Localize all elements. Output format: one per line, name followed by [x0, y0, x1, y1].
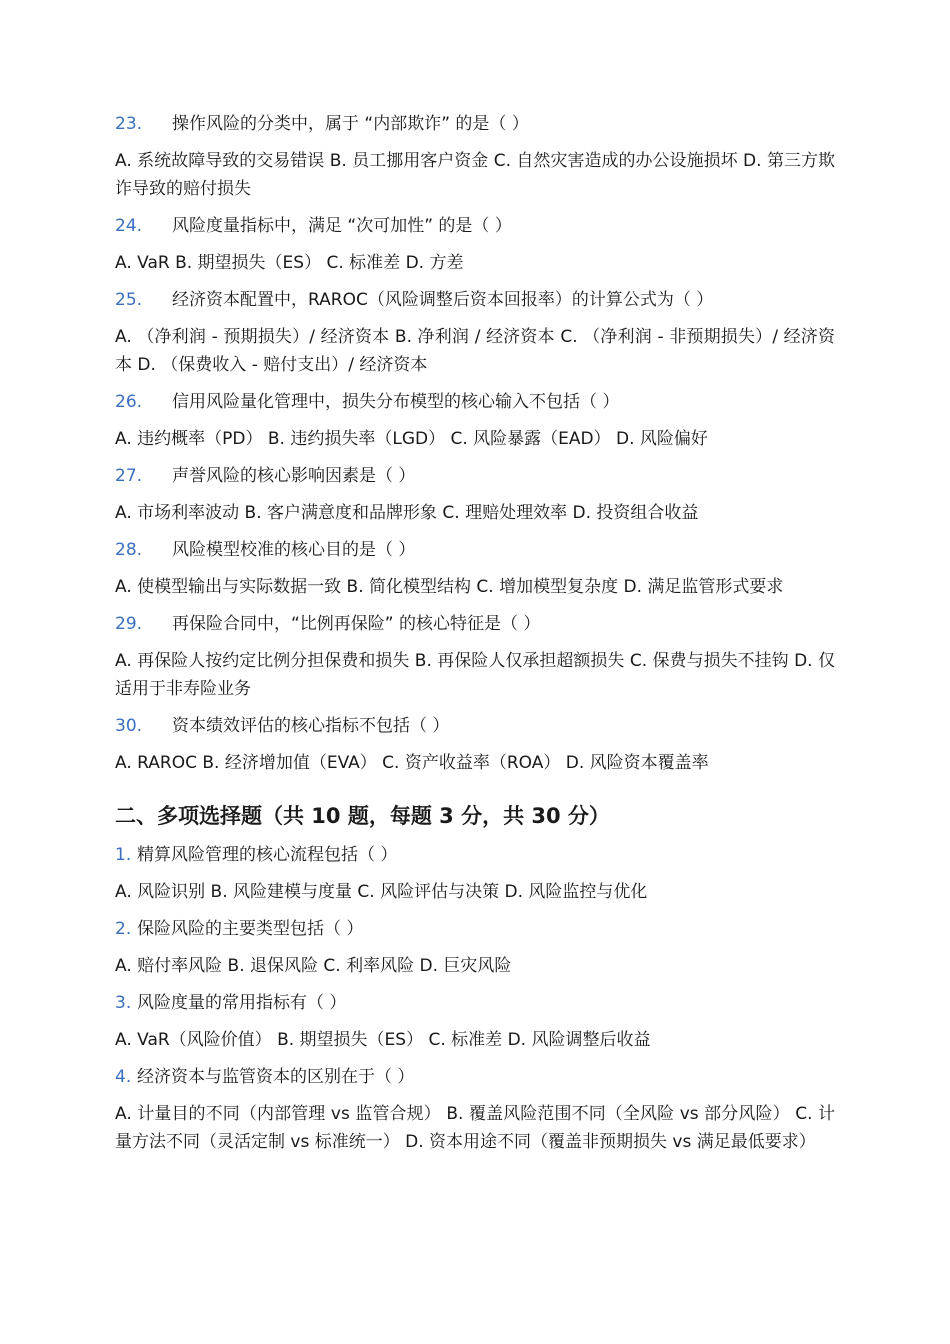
multi-question-4 — [115, 1063, 835, 1156]
document-page — [115, 110, 835, 1165]
question-number: 23. — [115, 114, 143, 134]
question-text: 风险度量指标中，满足 “次可加性” 的是（ ） — [172, 216, 512, 236]
question-stem — [115, 286, 835, 314]
question-options: A. 风险识别 B. 风险建模与度量 C. 风险评估与决策 D. 风险监控与优化 — [115, 882, 648, 902]
question-stem — [115, 388, 835, 416]
question-stem — [115, 536, 835, 564]
question-stem — [115, 110, 835, 138]
question-26 — [115, 388, 835, 453]
question-text: 经济资本配置中，RAROC（风险调整后资本回报率）的计算公式为（ ） — [172, 290, 714, 310]
question-number: 25. — [115, 290, 143, 310]
question-stem — [115, 989, 835, 1017]
question-stem — [115, 610, 835, 638]
question-text: 精算风险管理的核心流程包括（ ） — [137, 845, 398, 865]
section-title: 二、多项选择题（共 10 题，每题 3 分，共 30 分） — [115, 804, 610, 828]
question-text: 操作风险的分类中，属于 “内部欺诈” 的是（ ） — [172, 114, 529, 134]
question-23 — [115, 110, 835, 203]
question-number: 2. — [115, 919, 132, 939]
question-30 — [115, 712, 835, 777]
question-text: 经济资本与监管资本的区别在于（ ） — [137, 1067, 415, 1087]
question-options: A. VaR（风险价值） B. 期望损失（ES） C. 标准差 D. 风险调整后收益 — [115, 1030, 651, 1050]
question-27 — [115, 462, 835, 527]
question-options: A. 违约概率（PD） B. 违约损失率（LGD） C. 风险暴露（EAD） D. 风险偏好 — [115, 429, 708, 449]
question-number: 28. — [115, 540, 143, 560]
question-stem — [115, 712, 835, 740]
question-text: 声誉风险的核心影响因素是（ ） — [172, 466, 416, 486]
question-options: A. 市场利率波动 B. 客户满意度和品牌形象 C. 理赔处理效率 D. 投资组合收益 — [115, 503, 699, 523]
question-number: 30. — [115, 716, 143, 736]
question-28 — [115, 536, 835, 601]
question-text: 信用风险量化管理中，损失分布模型的核心输入不包括（ ） — [172, 392, 620, 412]
multi-question-2 — [115, 915, 835, 980]
question-options: A. 赔付率风险 B. 退保风险 C. 利率风险 D. 巨灾风险 — [115, 956, 512, 976]
question-number: 29. — [115, 614, 143, 634]
multi-question-3 — [115, 989, 835, 1054]
question-text: 风险模型校准的核心目的是（ ） — [172, 540, 416, 560]
question-options: A. VaR B. 期望损失（ES） C. 标准差 D. 方差 — [115, 253, 464, 273]
question-options: A. RAROC B. 经济增加值（EVA） C. 资产收益率（ROA） D. 风险资本覆盖率 — [115, 753, 709, 773]
question-options: A. 再保险人按约定比例分担保费和损失 B. 再保险人仅承担超额损失 C. 保费与损失不挂钩 D. 仅适用于非寿险业务 — [115, 651, 835, 699]
question-text: 再保险合同中，“比例再保险” 的核心特征是（ ） — [172, 614, 541, 634]
question-24 — [115, 212, 835, 277]
question-options: A. 计量目的不同（内部管理 vs 监管合规） B. 覆盖风险范围不同（全风险 vs 部分风险） C. 计量方法不同（灵活定制 vs 标准统一） D. 资本用途不同（覆盖非预期损失 vs 满足最低要求） — [115, 1104, 835, 1152]
question-number: 3. — [115, 993, 132, 1013]
question-text: 保险风险的主要类型包括（ ） — [137, 919, 364, 939]
question-text: 风险度量的常用指标有（ ） — [137, 993, 347, 1013]
question-stem — [115, 915, 835, 943]
question-number: 26. — [115, 392, 143, 412]
question-number: 4. — [115, 1067, 132, 1087]
multi-question-1 — [115, 841, 835, 906]
question-options: A. （净利润 - 预期损失）/ 经济资本 B. 净利润 / 经济资本 C. （净利润 - 非预期损失）/ 经济资本 D. （保费收入 - 赔付支出）/ 经济资本 — [115, 327, 835, 375]
question-number: 1. — [115, 845, 132, 865]
question-options: A. 使模型输出与实际数据一致 B. 简化模型结构 C. 增加模型复杂度 D. 满足监管形式要求 — [115, 577, 784, 597]
question-options: A. 系统故障导致的交易错误 B. 员工挪用客户资金 C. 自然灾害造成的办公设施损坏 D. 第三方欺诈导致的赔付损失 — [115, 151, 835, 199]
question-stem — [115, 841, 835, 869]
question-number: 24. — [115, 216, 143, 236]
question-stem — [115, 212, 835, 240]
question-number: 27. — [115, 466, 143, 486]
question-25 — [115, 286, 835, 379]
question-text: 资本绩效评估的核心指标不包括（ ） — [172, 716, 450, 736]
question-29 — [115, 610, 835, 703]
question-stem — [115, 1063, 835, 1091]
question-stem — [115, 462, 835, 490]
